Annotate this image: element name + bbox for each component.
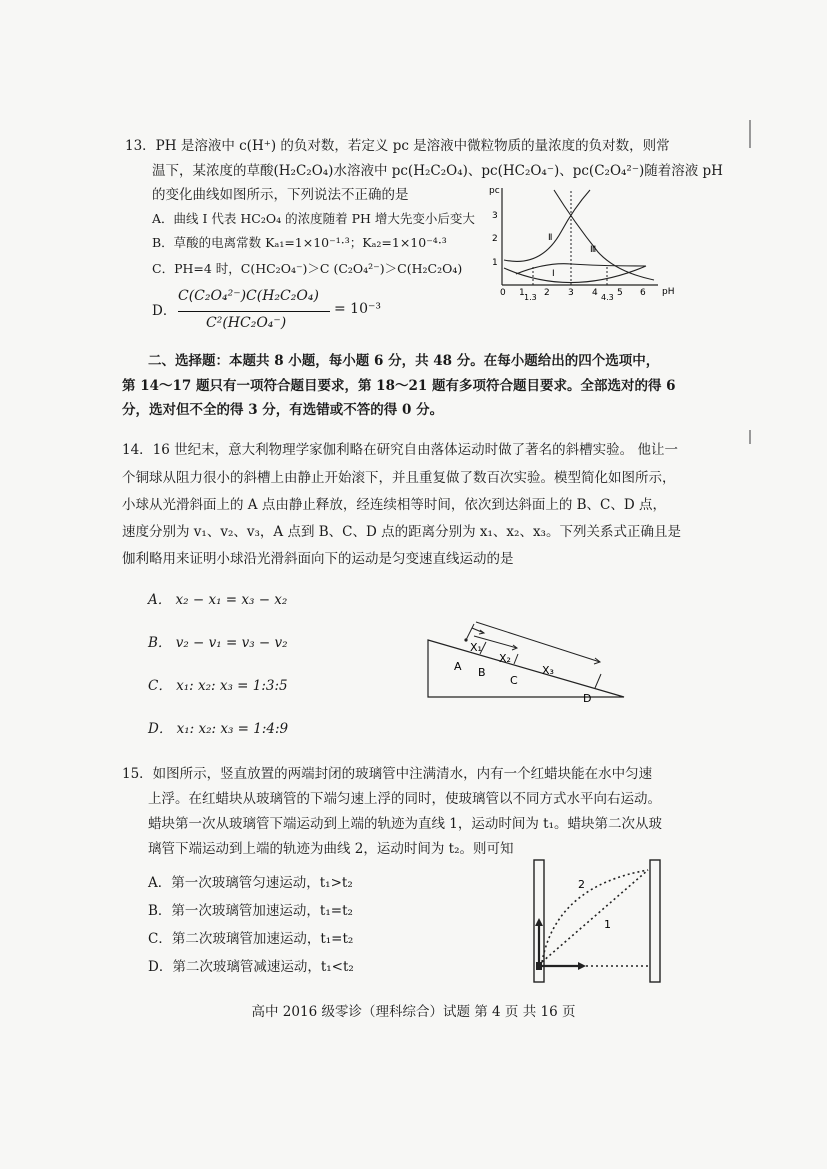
curve-i: [504, 266, 646, 283]
wax-block: [536, 962, 542, 970]
section2-line2: 第 14～17 题只有一项符合题目要求，第 18～21 题有多项符合题目要求。全部选对的得 6: [122, 378, 676, 394]
q14-line1: 14．16 世纪末，意大利物理学家伽利略在研究自由落体运动时做了著名的斜槽实验。 他让一: [122, 442, 678, 458]
q15-glass-tube-figure: [526, 858, 666, 986]
line-1-label: 1: [604, 918, 611, 931]
q15-option-c: C．第二次玻璃管加速运动，t₁=t₂: [148, 931, 354, 947]
q15-option-a: A．第一次玻璃管匀速运动，t₁>t₂: [148, 875, 353, 891]
section2-line1: 二、选择题：本题共 8 小题，每小题 6 分，共 48 分。在每小题给出的四个选项中，: [148, 353, 660, 369]
curve-i-upper: [516, 264, 646, 274]
q14-line2: 个铜球从阻力很小的斜槽上由静止开始滚下，并且重复做了数百次实验。模型简化如图所示，: [122, 470, 676, 486]
y-tick-2: 2: [492, 234, 498, 244]
q13-line2: 温下，某浓度的草酸(H₂C₂O₄)水溶液中 pc(H₂C₂O₄)、pc(HC₂O₄⁻)、pc(C₂O₄²⁻)随着溶液 pH: [152, 163, 723, 179]
x-tick-2: 2: [544, 288, 550, 298]
point-d-label: D: [583, 692, 592, 705]
q13-line1: 13．PH 是溶液中 c(H⁺) 的负对数，若定义 pc 是溶液中微粒物质的量浓度的负对数，则常: [125, 138, 670, 154]
q15-line3: 蜡块第一次从玻璃管下端运动到上端的轨迹为直线 1，运动时间为 t₁。蜡块第二次从玻: [148, 816, 663, 832]
fraction-bar: [178, 311, 330, 312]
y-axis-label: pc: [489, 186, 500, 196]
q13-fraction-denominator: C²(HC₂O₄⁻): [206, 315, 287, 331]
trajectory-line-1: [542, 870, 648, 962]
q14-line5: 伽利略用来证明小球沿光滑斜面向下的运动是匀变速直线运动的是: [122, 551, 514, 567]
y-tick-1: 1: [492, 258, 498, 268]
x-tick-4: 4: [592, 288, 598, 298]
curve-ii: [504, 190, 590, 261]
point-a-label: A: [454, 660, 462, 673]
q14-incline-figure: [418, 618, 638, 708]
q14-line4: 速度分别为 v₁、v₂、v₃，A 点到 B、C、D 点的距离分别为 x₁、x₂、x₃。下列关系式正确且是: [122, 524, 681, 540]
q15-line1: 15．如图所示，竖直放置的两端封闭的玻璃管中注满清水，内有一个红蜡块能在水中匀速: [122, 766, 653, 782]
curve-label-iii: Ⅲ: [590, 245, 597, 255]
scan-edge-mark: [749, 120, 751, 148]
distance-x3-label: X₃: [542, 664, 554, 677]
x-tick-4-3: 4.3: [601, 293, 614, 302]
q15-line2: 上浮。在红蜡块从玻璃管的下端匀速上浮的同时，使玻璃管以不同方式水平向右运动。: [148, 791, 661, 807]
q13-line3: 的变化曲线如图所示，下列说法不正确的是: [152, 187, 409, 203]
x-tick-5: 5: [617, 288, 623, 298]
point-c-label: C: [510, 674, 518, 687]
q14-option-c: C． x₁: x₂: x₃ = 1:3:5: [148, 678, 288, 694]
y-tick-3: 3: [492, 211, 498, 221]
x-tick-1-3: 1.3: [524, 293, 537, 302]
curve-label-ii: Ⅱ: [548, 233, 553, 243]
distance-x1-label: X₁: [470, 641, 482, 654]
curve-2-label: 2: [578, 878, 585, 891]
x-tick-1: 1: [519, 288, 525, 298]
q15-option-d: D．第二次玻璃管减速运动，t₁<t₂: [148, 959, 354, 975]
section2-line3: 分，选对但不全的得 3 分，有选错或不答的得 0 分。: [122, 402, 444, 418]
q13-pc-ph-graph: [486, 180, 686, 305]
q13-fraction-result: = 10⁻³: [334, 301, 381, 317]
x-tick-3: 3: [568, 288, 574, 298]
q13-option-d-label: D．: [152, 303, 177, 319]
distance-x2-label: X₂: [499, 652, 511, 665]
q13-option-b: B．草酸的电离常数 Kₐ₁=1×10⁻¹·³；Kₐ₂=1×10⁻⁴·³: [152, 235, 447, 250]
glass-tube-end: [650, 860, 660, 982]
q15-line4: 璃管下端运动到上端的轨迹为曲线 2，运动时间为 t₂。则可知: [148, 841, 514, 857]
q13-fraction-numerator: C(C₂O₄²⁻)C(H₂C₂O₄): [178, 288, 319, 304]
q14-line3: 小球从光滑斜面上的 A 点由静止释放，经连续相等时间，依次到达斜面上的 B、C、D 点，: [122, 497, 666, 513]
page-footer: 高中 2016 级零诊（理科综合）试题 第 4 页 共 16 页: [251, 1004, 576, 1020]
q14-option-a: A． x₂ − x₁ = x₃ − x₂: [148, 592, 288, 608]
q14-option-d: D． x₁: x₂: x₃ = 1:4:9: [148, 721, 289, 737]
q13-option-a: A．曲线 I 代表 HC₂O₄ 的浓度随着 PH 增大先变小后变大: [152, 211, 475, 226]
curve-label-i: Ⅰ: [552, 269, 555, 279]
x-tick-0: 0: [500, 288, 506, 298]
x-axis-label: pH: [662, 287, 675, 297]
point-b-label: B: [478, 666, 486, 679]
scan-edge-mark: [749, 430, 751, 444]
x-tick-6: 6: [640, 288, 646, 298]
q14-option-b: B． v₂ − v₁ = v₃ − v₂: [148, 635, 288, 651]
q13-option-c: C．PH=4 时，C(HC₂O₄⁻)＞C (C₂O₄²⁻)＞C(H₂C₂O₄): [152, 261, 463, 276]
q15-option-b: B．第一次玻璃管加速运动，t₁=t₂: [148, 903, 353, 919]
